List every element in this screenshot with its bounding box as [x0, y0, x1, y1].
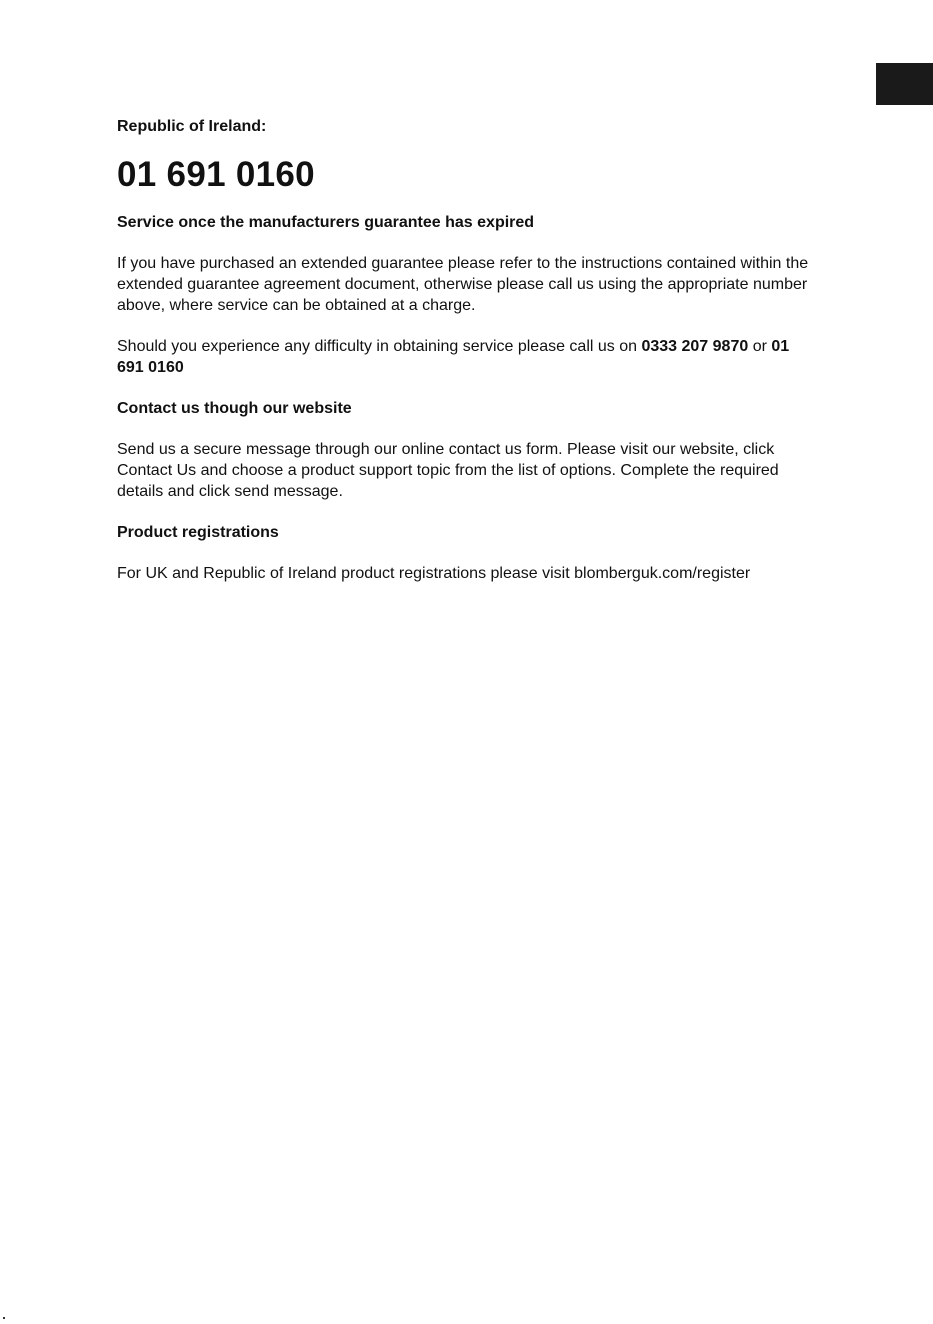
difficulty-paragraph — [117, 336, 817, 378]
page-corner-mark — [3, 1317, 5, 1319]
page-content — [117, 116, 817, 584]
region-label: Republic of Ireland: — [117, 118, 267, 135]
expired-guarantee-paragraph: If you have purchased an extended guarantee please refer to the instructions contained within the extended guarantee agreement document, otherwise please call us using the appropriate number above, where service can be obtained at a charge. — [117, 255, 809, 314]
difficulty-or: or — [748, 338, 772, 355]
product-registrations-heading: Product registrations — [117, 524, 279, 541]
website-contact-paragraph: Send us a secure message through our online contact us form. Please visit our website, click Contact Us and choose a product support topic from the list of options. Complete the required details and click send message. — [117, 441, 779, 500]
difficulty-text: Should you experience any difficulty in obtaining service please call us on — [117, 338, 642, 355]
product-registrations-paragraph: For UK and Republic of Ireland product registrations please visit blomberguk.com/register — [117, 565, 751, 582]
ireland-phone-number-inline: 01 691 0160 — [117, 338, 790, 376]
uk-phone-number: 0333 207 9870 — [641, 338, 749, 355]
website-contact-heading: Contact us though our website — [117, 400, 352, 417]
ireland-phone-number: 01 691 0160 — [117, 155, 315, 194]
expired-guarantee-heading: Service once the manufacturers guarantee has expired — [117, 214, 535, 231]
page-side-tab — [876, 63, 933, 105]
